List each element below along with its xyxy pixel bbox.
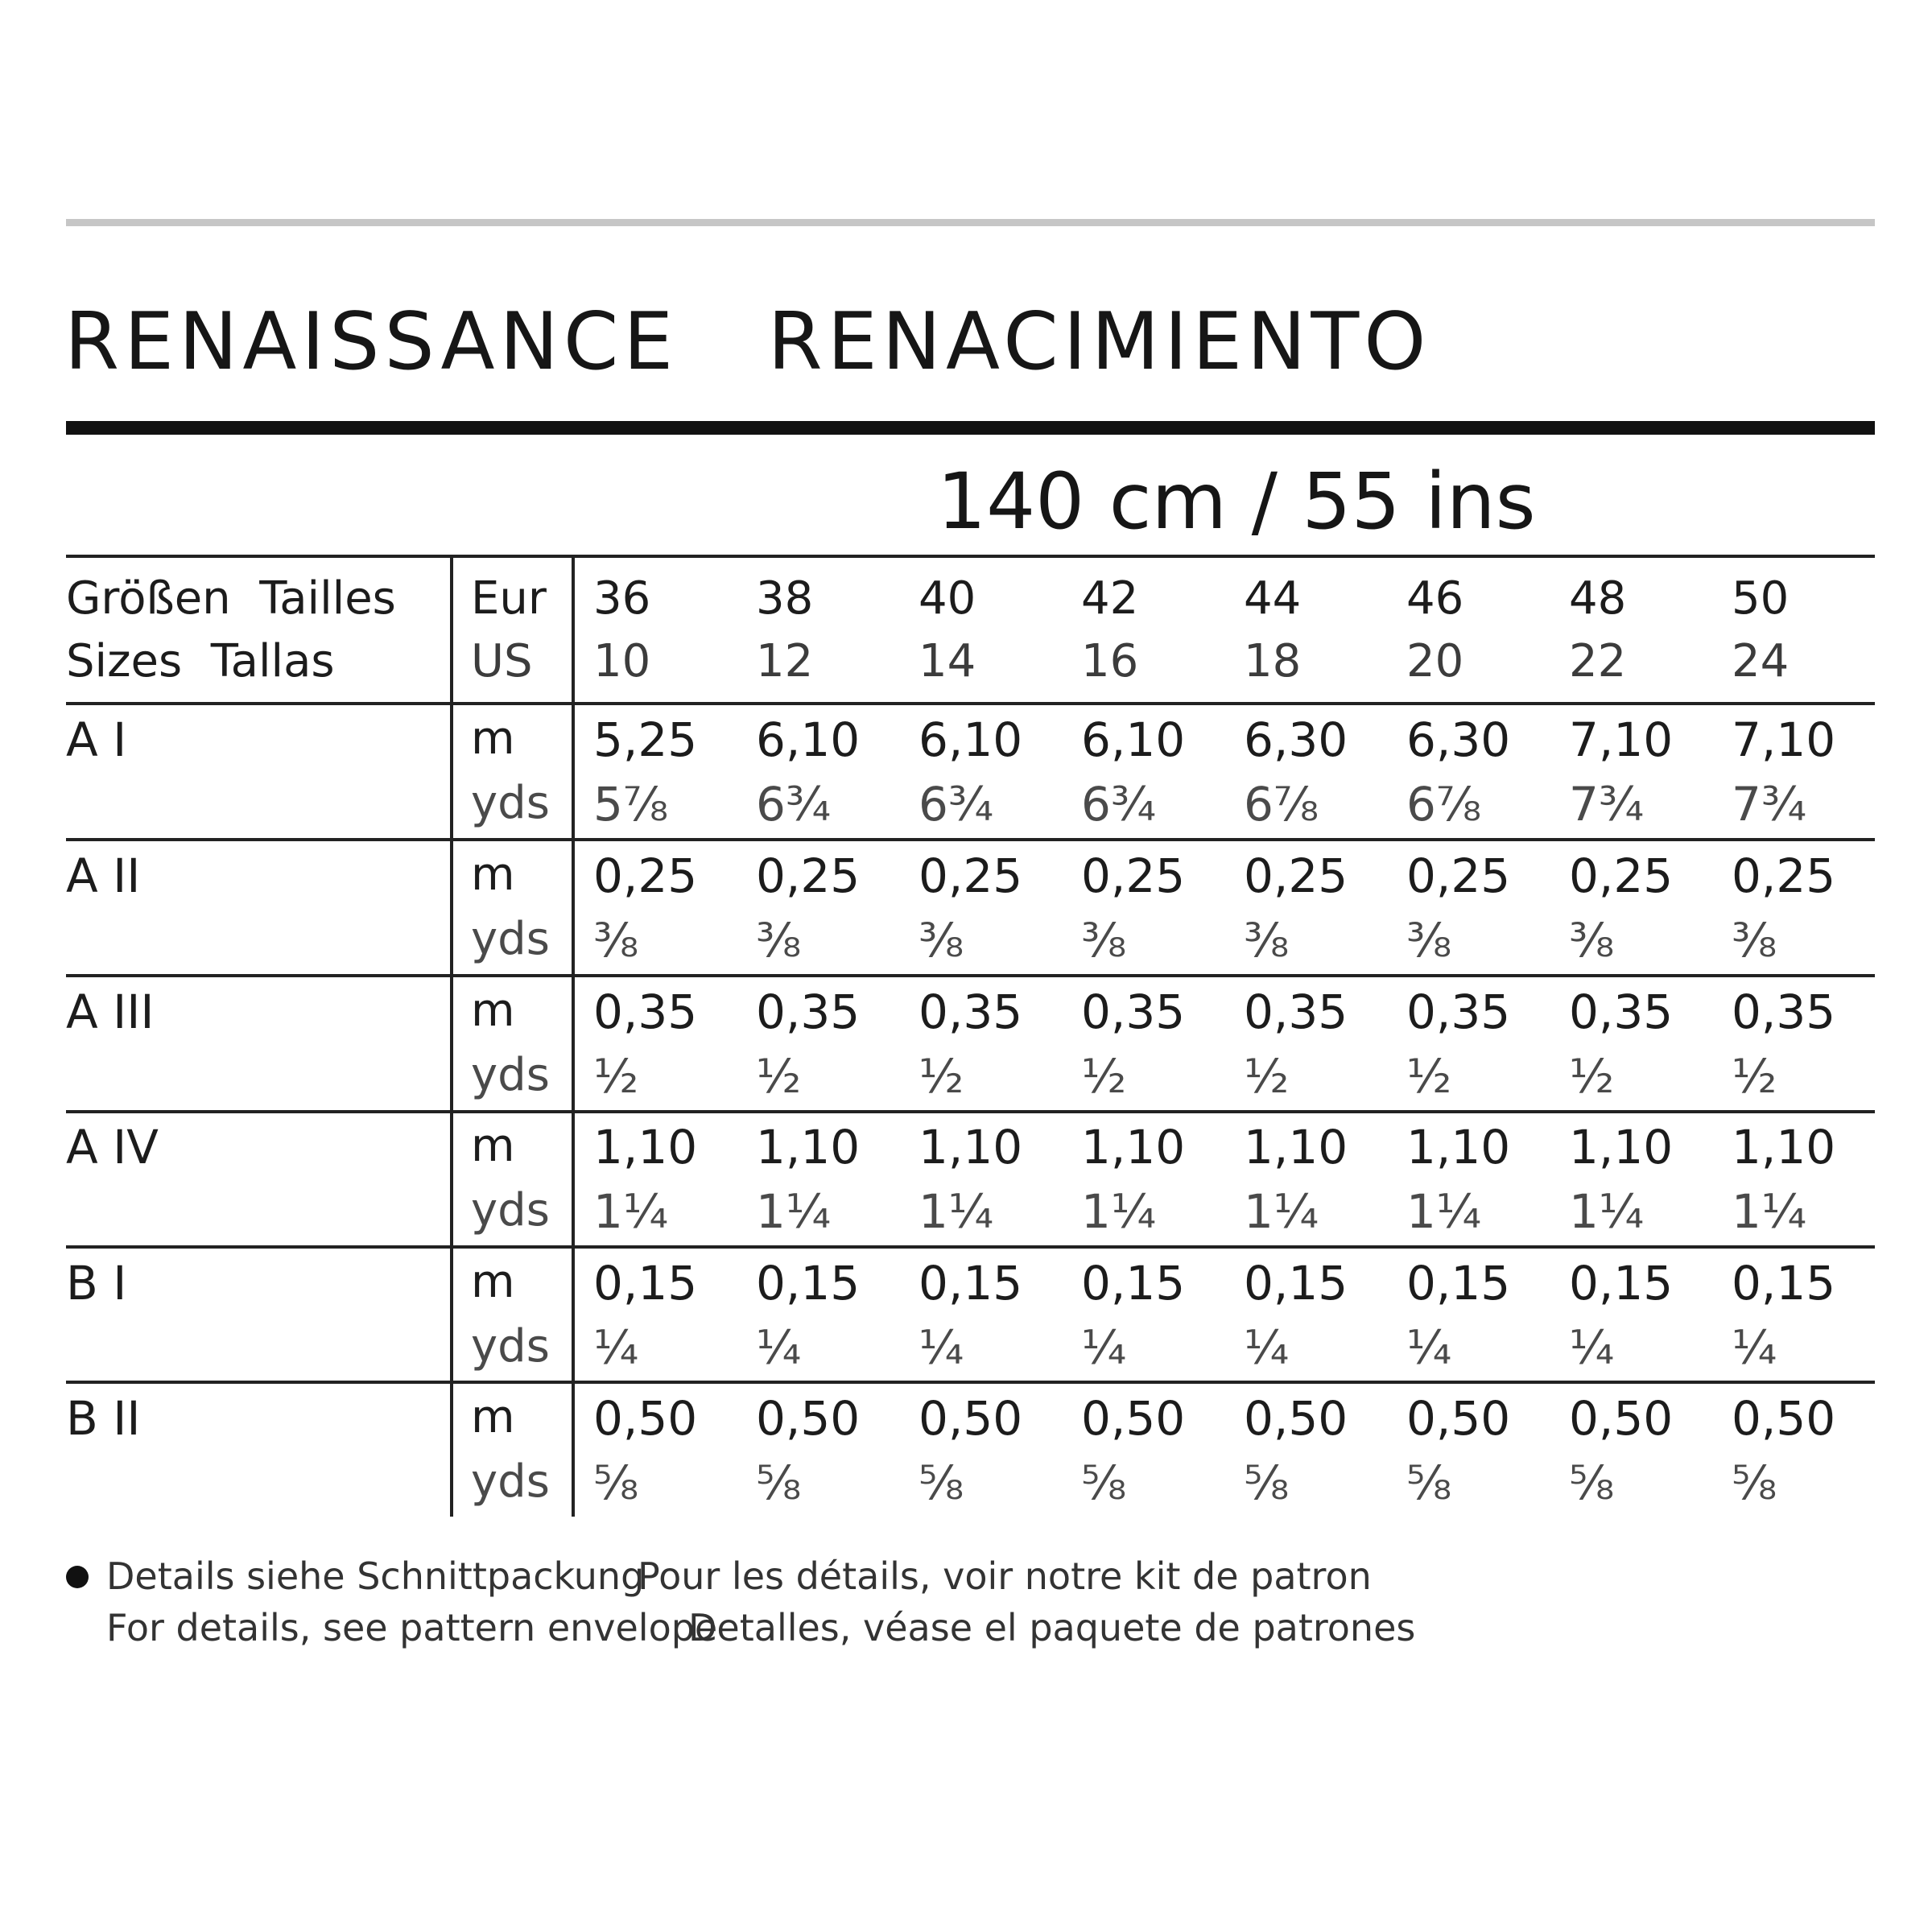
us-size: 20 [1406, 635, 1464, 687]
yards-value: ⅜ [1244, 913, 1290, 968]
meters-value: 0,15 [919, 1256, 1023, 1311]
us-size: 12 [756, 635, 814, 687]
yards-value: ⅝ [593, 1455, 639, 1510]
yards-value: ¼ [919, 1320, 964, 1375]
view-label: A I [66, 712, 127, 767]
meters-value: 1,10 [1732, 1120, 1836, 1174]
yards-value: ⅜ [756, 913, 802, 968]
meters-value: 0,25 [1732, 848, 1836, 903]
unit-yds: yds [471, 1049, 550, 1101]
yards-value: 1¼ [756, 1184, 832, 1239]
meters-value: 1,10 [593, 1120, 698, 1174]
table-rule [66, 838, 1875, 841]
meters-value: 0,15 [756, 1256, 861, 1311]
meters-value: 6,10 [756, 712, 861, 767]
meters-value: 0,50 [1081, 1391, 1186, 1446]
meters-value: 0,25 [593, 848, 698, 903]
meters-value: 0,35 [919, 985, 1023, 1039]
yards-value: ½ [1406, 1049, 1452, 1104]
meters-value: 0,25 [1569, 848, 1674, 903]
meters-value: 5,25 [593, 712, 698, 767]
meters-value: 6,30 [1244, 712, 1348, 767]
meters-value: 0,35 [1569, 985, 1674, 1039]
meters-value: 1,10 [919, 1120, 1023, 1174]
footnote-en: For details, see pattern envelope [106, 1606, 718, 1649]
meters-value: 0,15 [1732, 1256, 1836, 1311]
title-black-rule [66, 421, 1875, 435]
meters-value: 0,35 [1732, 985, 1836, 1039]
yards-value: ¼ [1732, 1320, 1777, 1375]
yards-value: 1¼ [1081, 1184, 1157, 1239]
view-label: A IV [66, 1120, 159, 1174]
meters-value: 1,10 [1244, 1120, 1348, 1174]
meters-value: 6,10 [919, 712, 1023, 767]
yards-value: 6¾ [1081, 777, 1157, 832]
yards-value: ¼ [1244, 1320, 1290, 1375]
unit-yds: yds [471, 1455, 550, 1508]
meters-value: 0,35 [1406, 985, 1511, 1039]
us-size: 10 [593, 635, 651, 687]
meters-value: 0,25 [1406, 848, 1511, 903]
us-label: US [471, 635, 533, 687]
unit-m: m [471, 985, 515, 1037]
unit-m: m [471, 1256, 515, 1308]
meters-value: 0,25 [1081, 848, 1186, 903]
bullet-icon [66, 1566, 89, 1588]
table-divider [572, 556, 575, 1517]
table-rule [66, 974, 1875, 977]
meters-value: 0,50 [756, 1391, 861, 1446]
eur-size: 48 [1569, 572, 1627, 625]
yards-value: ⅝ [1406, 1455, 1452, 1510]
unit-yds: yds [471, 1320, 550, 1373]
eur-size: 46 [1406, 572, 1464, 625]
table-rule [66, 1381, 1875, 1384]
yards-value: 1¼ [593, 1184, 669, 1239]
yards-value: ⅝ [1244, 1455, 1290, 1510]
yards-value: ⅜ [1406, 913, 1452, 968]
unit-m: m [471, 848, 515, 901]
meters-value: 7,10 [1569, 712, 1674, 767]
eur-size: 44 [1244, 572, 1302, 625]
table-rule [66, 702, 1875, 705]
yards-value: 6¾ [756, 777, 832, 832]
yards-value: ⅜ [1081, 913, 1127, 968]
yards-value: 1¼ [1406, 1184, 1482, 1239]
yards-value: ⅜ [593, 913, 639, 968]
yards-value: ⅜ [1569, 913, 1615, 968]
meters-value: 6,10 [1081, 712, 1186, 767]
yards-value: ⅝ [1732, 1455, 1777, 1510]
meters-value: 0,35 [756, 985, 861, 1039]
size-label-line2: Sizes Tallas [66, 635, 335, 687]
us-size: 18 [1244, 635, 1302, 687]
us-size: 16 [1081, 635, 1139, 687]
fabric-width: 140 cm / 55 ins [937, 456, 1536, 547]
yards-value: ⅝ [756, 1455, 802, 1510]
yards-value: ⅝ [919, 1455, 964, 1510]
yards-value: 1¼ [919, 1184, 994, 1239]
meters-value: 0,50 [1732, 1391, 1836, 1446]
yards-value: ⅝ [1569, 1455, 1615, 1510]
yards-value: ½ [593, 1049, 639, 1104]
yards-value: ¼ [1569, 1320, 1615, 1375]
table-rule [66, 1245, 1875, 1249]
table-rule [66, 1110, 1875, 1113]
unit-yds: yds [471, 777, 550, 829]
view-label: B I [66, 1256, 127, 1311]
meters-value: 0,15 [1569, 1256, 1674, 1311]
meters-value: 0,35 [1081, 985, 1186, 1039]
eur-size: 38 [756, 572, 814, 625]
footnote-es: Detalles, véase el paquete de patrones [688, 1606, 1416, 1649]
eur-size: 42 [1081, 572, 1139, 625]
us-size: 24 [1732, 635, 1790, 687]
yards-value: 1¼ [1244, 1184, 1319, 1239]
yards-value: ½ [1732, 1049, 1777, 1104]
meters-value: 1,10 [756, 1120, 861, 1174]
unit-m: m [471, 712, 515, 765]
meters-value: 0,25 [919, 848, 1023, 903]
meters-value: 1,10 [1081, 1120, 1186, 1174]
unit-m: m [471, 1391, 515, 1443]
footnote-de: Details siehe Schnittpackung [106, 1554, 645, 1598]
yards-value: ⅜ [919, 913, 964, 968]
eur-size: 40 [919, 572, 976, 625]
yards-value: ¼ [1081, 1320, 1127, 1375]
yards-value: ¼ [593, 1320, 639, 1375]
yards-value: 7¾ [1732, 777, 1807, 832]
meters-value: 0,15 [593, 1256, 698, 1311]
yards-value: 1¼ [1732, 1184, 1807, 1239]
yards-value: 6⅞ [1244, 777, 1319, 832]
yards-value: 7¾ [1569, 777, 1645, 832]
yards-value: 6⅞ [1406, 777, 1482, 832]
yards-value: ¼ [756, 1320, 802, 1375]
size-label-line1: Größen Tailles [66, 572, 396, 625]
yards-value: ½ [1569, 1049, 1615, 1104]
footnote-fr: Pour les détails, voir notre kit de patron [638, 1554, 1372, 1598]
yards-value: ⅝ [1081, 1455, 1127, 1510]
top-grey-rule [66, 219, 1875, 226]
meters-value: 1,10 [1569, 1120, 1674, 1174]
meters-value: 1,10 [1406, 1120, 1511, 1174]
yards-value: ¼ [1406, 1320, 1452, 1375]
yards-value: ½ [756, 1049, 802, 1104]
meters-value: 0,25 [756, 848, 861, 903]
unit-yds: yds [471, 913, 550, 965]
table-divider [450, 556, 453, 1517]
eur-label: Eur [471, 572, 547, 625]
meters-value: 0,50 [919, 1391, 1023, 1446]
meters-value: 0,35 [1244, 985, 1348, 1039]
meters-value: 0,15 [1244, 1256, 1348, 1311]
meters-value: 0,50 [1569, 1391, 1674, 1446]
title-left: RENAISSANCE [64, 296, 679, 388]
meters-value: 0,25 [1244, 848, 1348, 903]
unit-yds: yds [471, 1184, 550, 1236]
yards-value: 6¾ [919, 777, 994, 832]
view-label: A III [66, 985, 155, 1039]
yards-value: ½ [919, 1049, 964, 1104]
meters-value: 7,10 [1732, 712, 1836, 767]
yards-value: 1¼ [1569, 1184, 1645, 1239]
meters-value: 0,50 [1244, 1391, 1348, 1446]
meters-value: 6,30 [1406, 712, 1511, 767]
meters-value: 0,50 [593, 1391, 698, 1446]
page-title [64, 298, 1430, 386]
eur-size: 36 [593, 572, 651, 625]
us-size: 14 [919, 635, 976, 687]
unit-m: m [471, 1120, 515, 1172]
yards-value: ½ [1081, 1049, 1127, 1104]
table-rule [66, 555, 1875, 558]
yards-value: 5⅞ [593, 777, 669, 832]
meters-value: 0,35 [593, 985, 698, 1039]
meters-value: 0,15 [1081, 1256, 1186, 1311]
eur-size: 50 [1732, 572, 1790, 625]
meters-value: 0,50 [1406, 1391, 1511, 1446]
title-right: RENACIMIENTO [767, 296, 1431, 388]
view-label: A II [66, 848, 141, 903]
us-size: 22 [1569, 635, 1627, 687]
meters-value: 0,15 [1406, 1256, 1511, 1311]
yards-value: ½ [1244, 1049, 1290, 1104]
yards-value: ⅜ [1732, 913, 1777, 968]
view-label: B II [66, 1391, 141, 1446]
